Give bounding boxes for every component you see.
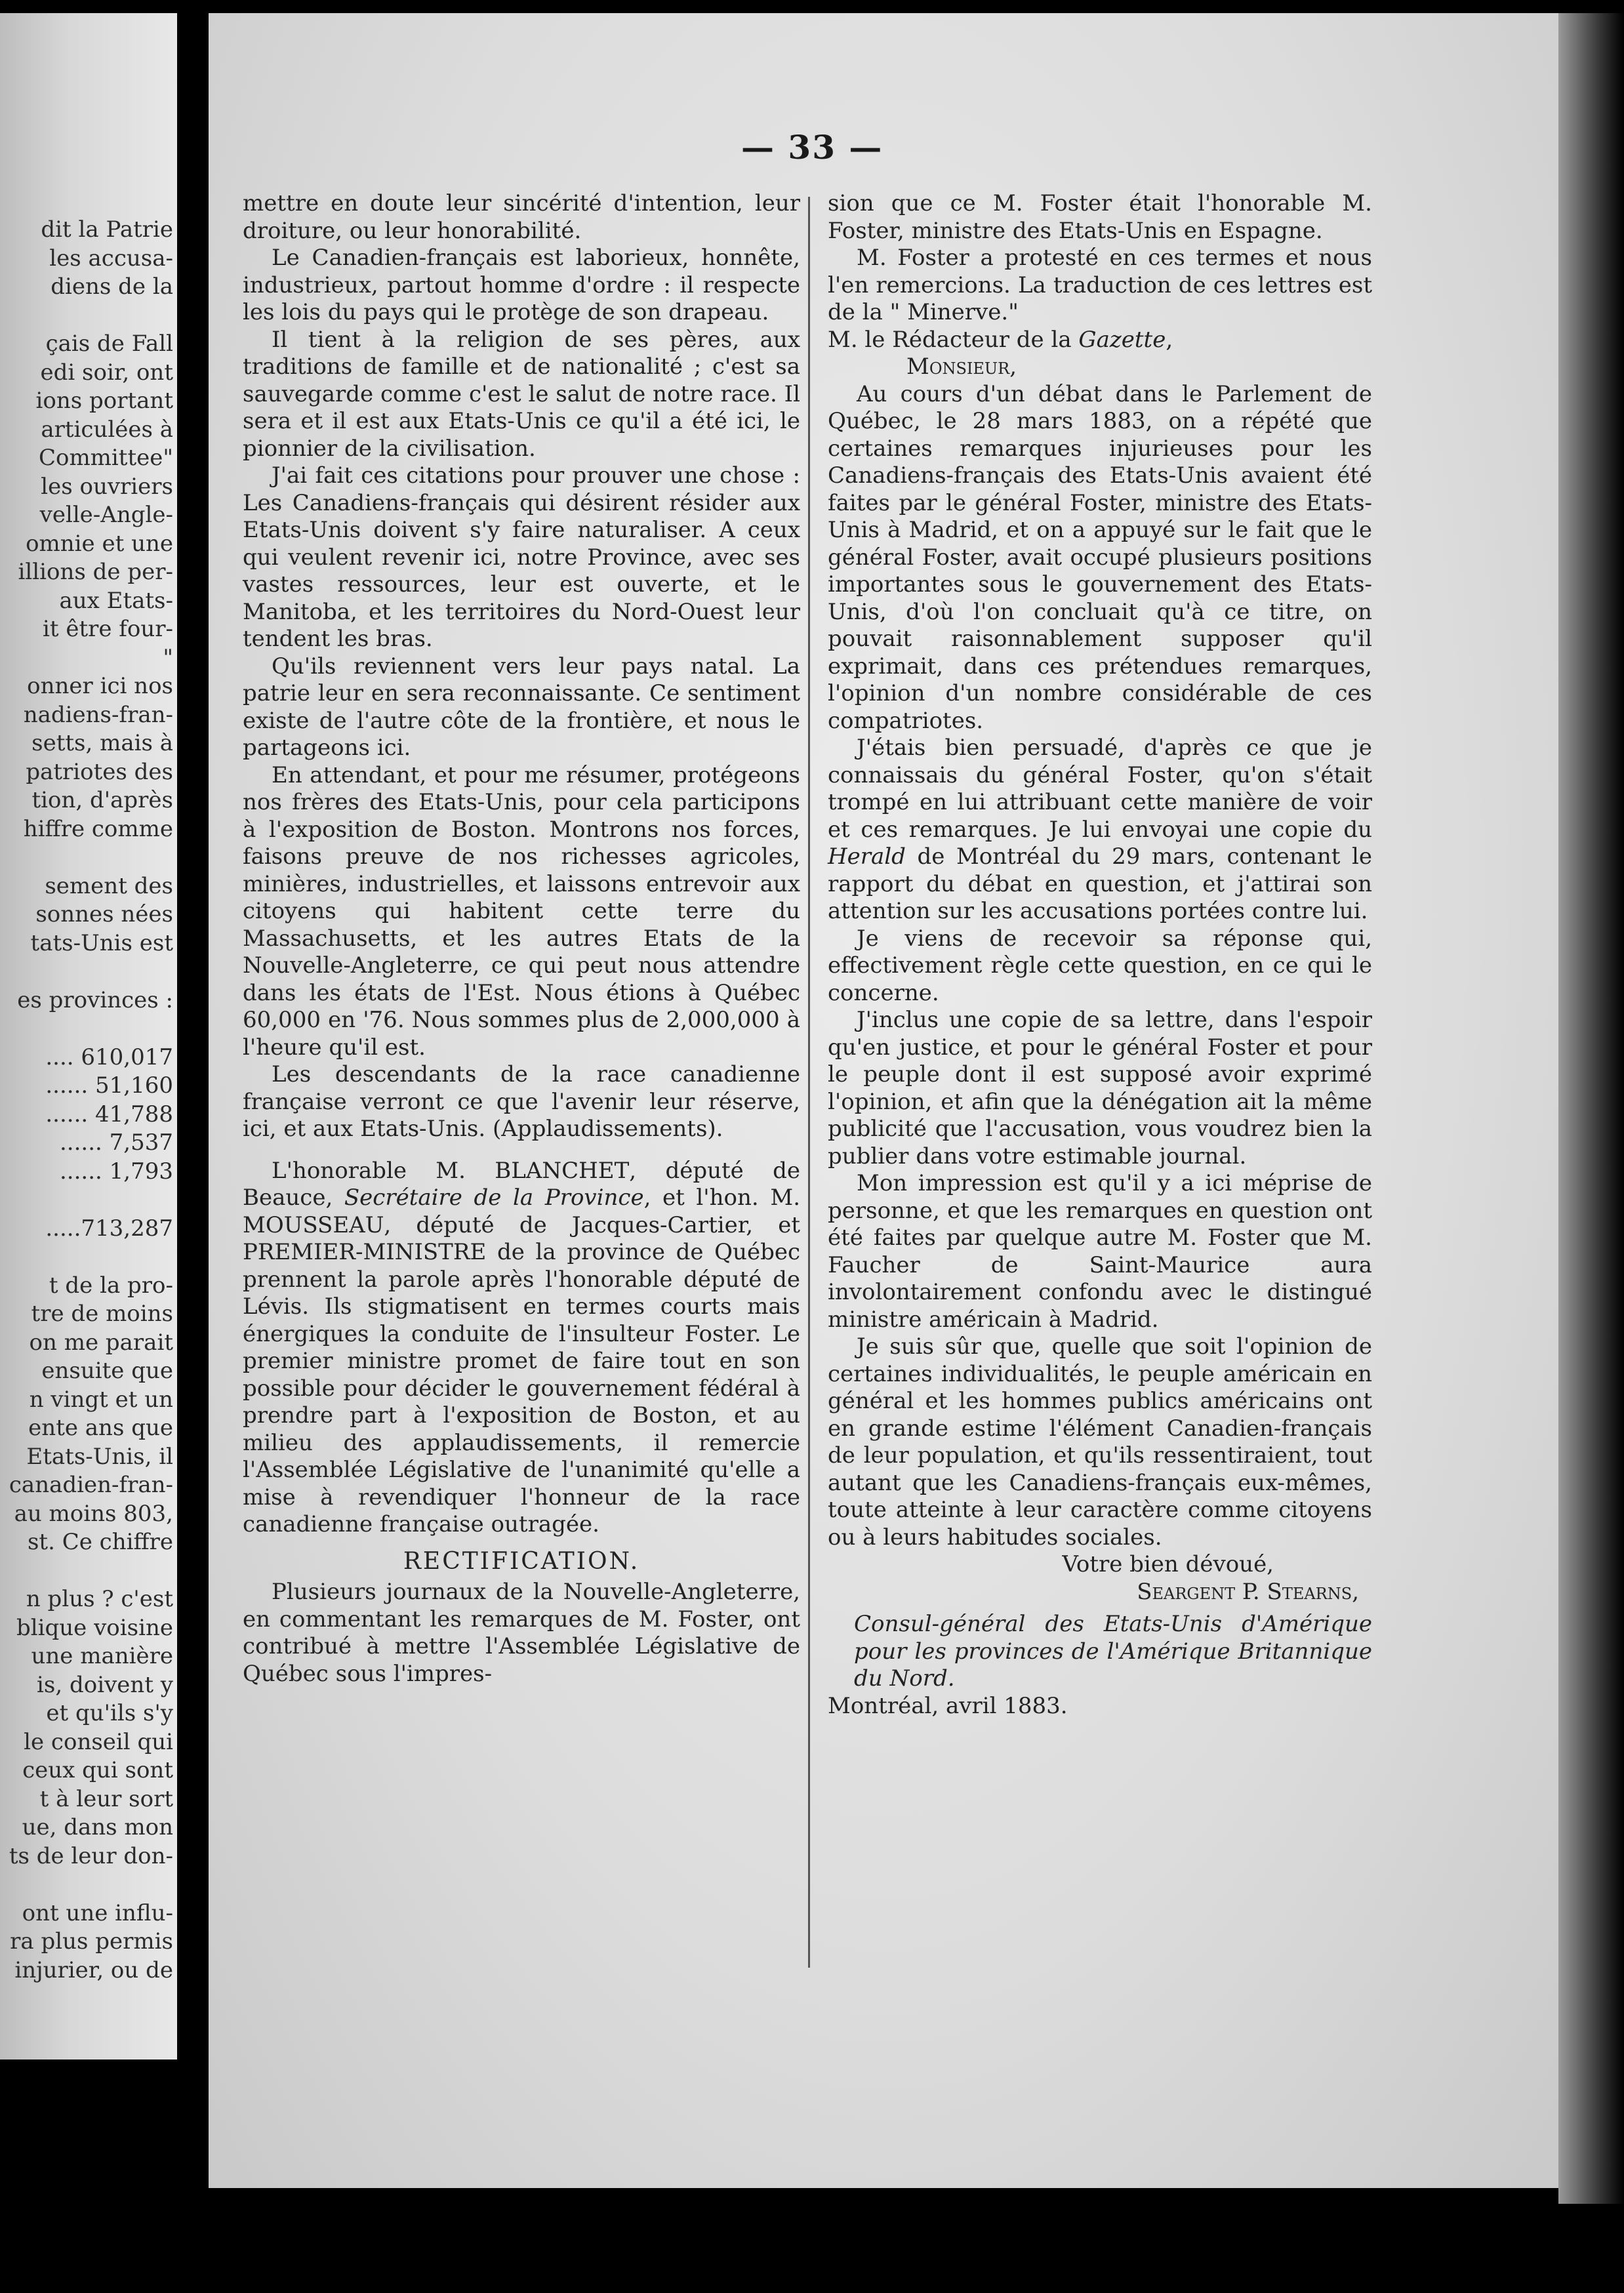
- paragraph: M. Foster a protesté en ces termes et nous l'en remercions. La traduction de ces lettres est de la " Minerve.": [828, 245, 1372, 325]
- fragment-line: le conseil qui: [24, 1728, 173, 1755]
- dateline: Montréal, avril 1883.: [828, 1692, 1068, 1719]
- person-name: M. MOUSSEAU: [243, 1185, 800, 1238]
- adjacent-page-fragment: [0, 13, 177, 2060]
- paragraph: Plusieurs journaux de la Nouvelle-Angleterre, en commentant les remarques de M. Foster, ont contribué à mettre l'Assemblée Législative de Québec sous l'impres-: [243, 1579, 800, 1687]
- fragment-line: ente ans que: [28, 1415, 173, 1441]
- paragraph: En attendant, et pour me résumer, protégeons nos frères des Etats-Unis, pour cela participons à l'exposition de Boston. Montrons nos forces, faisons preuve de nos richesses agricoles, minières, industrielles, et laissons entrevoir aux citoyens qui habitent cette terre du Massachusetts, et les autres Etats de la Nouvelle-Angleterre, ce qui peut nous attendre dans les états de l'Est. Nous étions à Québec 60,000 en '76. Nous sommes plus de 2,000,000 à l'heure qu'il est.: [243, 761, 800, 1061]
- fragment-line: une manière: [31, 1643, 173, 1669]
- fragment-line: diens de la: [51, 274, 173, 300]
- fragment-line: it être four-: [42, 616, 173, 642]
- fragment-line: onner ici nos: [27, 673, 173, 699]
- fragment-line: blique voisine: [16, 1614, 173, 1641]
- fragment-line: .....713,287: [45, 1215, 173, 1242]
- text-run: de la province de Québec prennent la parole après l'honorable député de Lévis. Ils stigmatisent en termes courts mais énergiques la conduite de l'insulteur Foster. Le premier ministre promet de faire tout en son possible pour décider le gouvernement fédéral à prendre part à l'exposition de Boston, et au milieu des applaudissements, il remercie l'Assemblée Législative de l'unanimité qu'elle a mise à revendiquer l'honneur de la race canadienne française outragée.: [243, 1239, 800, 1537]
- fragment-line: tats-Unis est: [30, 929, 173, 956]
- fragment-line: es provinces :: [17, 986, 173, 1013]
- fragment-line: ra plus permis: [10, 1928, 173, 1955]
- fragment-line: ont une influ-: [22, 1899, 173, 1926]
- fragment-line: canadien-fran-: [9, 1472, 173, 1498]
- paragraph: Je viens de recevoir sa réponse qui, effectivement règle cette question, en ce qui le concerne.: [828, 925, 1372, 1006]
- fragment-line: ensuite que: [41, 1358, 173, 1384]
- paragraph: Il tient à la religion de ses pères, aux traditions de famille et de nationalité ; c'est sa sauvegarde comme c'est le salut de notre race. Il sera et il est aux Etats-Unis ce qu'il a été ici, le pionnier de la civilisation.: [243, 326, 800, 462]
- paragraph: sion que ce M. Foster était l'honorable M. Foster, ministre des Etats-Unis en Espagne.: [828, 190, 1372, 244]
- person-name: M. BLANCHET: [436, 1157, 630, 1184]
- text-run: , et l'hon.: [643, 1185, 771, 1211]
- fragment-line: dit la Patrie: [41, 216, 173, 243]
- column-left: [243, 190, 800, 1688]
- fragment-line: ions portant: [35, 388, 173, 414]
- fragment-line: çais de Fall: [45, 331, 173, 357]
- fragment-line: is, doivent y: [37, 1671, 173, 1698]
- paragraph: Je suis sûr que, quelle que soit l'opinion de certaines individualités, le peuple américain en général et les hommes publics américains ont en grande estime l'élément Canadien-français de leur population, et qu'ils ressentiraient, tout autant que les Canadiens-français eux-mêmes, toute atteinte à leur caractère comme citoyens ou à leurs habitudes sociales.: [828, 1333, 1372, 1551]
- fragment-line: ...... 41,788: [45, 1101, 173, 1127]
- text-run: , député de Jacques-Cartier, et: [384, 1211, 800, 1238]
- office-title: PREMIER-MINISTRE: [243, 1239, 487, 1265]
- fragment-line: ...... 51,160: [45, 1072, 173, 1099]
- text-run: , député de Beauce,: [243, 1157, 801, 1211]
- page-gutter: [177, 0, 209, 2293]
- signatory-title: Consul-général des Etats-Unis d'Amérique pour les provinces de l'Amérique Britannique du Nord.: [854, 1611, 1372, 1692]
- text-run: J'étais bien persuadé, d'après ce que je connaissais du général Foster, qu'on s'était trompé en lui attribuant cette manière de voir et ces remarques. Je lui envoyai une copie du: [828, 735, 1372, 843]
- fragment-line: tion, d'après: [31, 787, 173, 813]
- salutation: Monsieur,: [906, 354, 1017, 380]
- fragment-line: articulées à: [41, 416, 173, 443]
- paragraph: [828, 735, 1372, 925]
- fragment-line: et qu'ils s'y: [46, 1700, 173, 1726]
- fragment-line: n plus ? c'est: [26, 1586, 173, 1612]
- column-rule: [808, 197, 810, 1968]
- page-edge-shadow: [1558, 13, 1624, 2204]
- paragraph: mettre en doute leur sincérité d'intention, leur droiture, ou leur honorabilité.: [243, 190, 800, 244]
- closing: Votre bien dévoué,: [1062, 1551, 1274, 1577]
- fragment-line: ue, dans mon: [22, 1814, 173, 1840]
- fragment-line: ceux qui sont: [22, 1757, 173, 1783]
- fragment-line: omnie et une: [26, 530, 173, 557]
- fragment-line: Etats-Unis, il: [26, 1443, 173, 1470]
- fragment-line: t de la pro-: [49, 1272, 173, 1299]
- fragment-line: nadiens-fran-: [23, 701, 173, 728]
- fragment-line: patriotes des: [26, 758, 173, 785]
- fragment-line: edi soir, ont: [40, 359, 173, 386]
- section-heading: RECTIFICATION.: [403, 1547, 640, 1575]
- paragraph: [243, 1158, 800, 1539]
- fragment-line: tre de moins: [31, 1301, 173, 1327]
- paragraph: Les descendants de la race canadienne française verront ce que l'avenir leur réserve, ici, et aux Etats-Unis. (Applaudissements).: [243, 1061, 800, 1142]
- fragment-line: on me parait: [29, 1329, 173, 1356]
- text-run: L'honorable: [272, 1157, 436, 1184]
- paragraph: Au cours d'un débat dans le Parlement de Québec, le 28 mars 1883, on a répété que certaines remarques injurieuses pour les Canadiens-français des Etats-Unis avaient été faites par le général Foster, ministre des Etats-Unis à Madrid, et on a appuyé sur le fait que le général Foster, avait occupé plusieurs positions importantes sous le gouvernement des Etats-Unis, d'où l'on concluait qu'à ce titre, on pouvait raisonnablement supposer qu'il exprimait, dans ces prétendues remarques, l'opinion d'un nombre considérable de ces compatriotes.: [828, 380, 1372, 734]
- text-run: de Montréal du 29 mars, contenant le rapport du débat en question, et j'attirai son attention sur les accusations portées contre lui.: [828, 843, 1372, 924]
- text-run: M. le Rédacteur de la: [828, 326, 1079, 353]
- signature: Seargent P. Stearns,: [1137, 1578, 1359, 1605]
- fragment-line: injurier, ou de: [14, 1957, 173, 1983]
- newspaper-name: Herald: [828, 843, 906, 870]
- fragment-line: les accusa-: [49, 245, 173, 272]
- fragment-line: t à leur sort: [39, 1785, 173, 1812]
- fragment-line: aux Etats-: [59, 587, 173, 614]
- paragraph: [828, 327, 1372, 354]
- paragraph: Qu'ils reviennent vers leur pays natal. La patrie leur en sera reconnaissante. Ce sentiment existe de l'autre côte de la frontière, et nous le partageons ici.: [243, 653, 800, 761]
- fragment-line: ...... 1,793: [60, 1158, 173, 1185]
- fragment-line: st. Ce chiffre: [27, 1529, 173, 1555]
- fragment-line: hiffre comme: [23, 815, 173, 842]
- fragment-line: sonnes nées: [35, 901, 173, 927]
- paragraph: J'inclus une copie de sa lettre, dans l'espoir qu'en justice, et pour le général Foster et pour le peuple dont il est supposé avoir exprimé l'opinion, et afin que la dénégation ait la même publicité que l'accusation, vous voudrez bien la publier dans votre estimable journal.: [828, 1007, 1372, 1169]
- fragment-line: ts de leur don-: [9, 1842, 173, 1869]
- office-title: Secrétaire de la Province: [344, 1185, 644, 1211]
- fragment-line: les ouvriers: [41, 473, 173, 500]
- paragraph: J'ai fait ces citations pour prouver une chose : Les Canadiens-français qui désirent résider aux Etats-Unis doivent s'y faire naturaliser. A ceux qui veulent revenir ici, notre Province, avec ses vastes ressources, leur est ouverte, et le Manitoba, et les territoires du Nord-Ouest leur tendent les bras.: [243, 462, 800, 652]
- paragraph: Mon impression est qu'il y a ici méprise de personne, et que les remarques en question ont été faites par quelque autre M. Foster que M. Faucher de Saint-Maurice aura involontairement confondu avec le distingué ministre américain à Madrid.: [828, 1170, 1372, 1333]
- fragment-line: ": [163, 644, 173, 671]
- fragment-line: ...... 7,537: [60, 1129, 173, 1156]
- fragment-line: illions de per-: [18, 559, 173, 585]
- text-run: ,: [1166, 326, 1173, 353]
- fragment-line: .... 610,017: [45, 1044, 173, 1070]
- fragment-line: velle-Angle-: [39, 502, 173, 528]
- fragment-line: Committee": [38, 445, 173, 471]
- fragment-line: sement des: [45, 872, 173, 899]
- paragraph: Le Canadien-français est laborieux, honnête, industrieux, partout homme d'ordre : il respecte les lois du pays qui le protège de son drapeau.: [243, 245, 800, 325]
- newspaper-name: Gazette: [1078, 326, 1166, 353]
- page-number: — 33 —: [741, 128, 883, 167]
- column-right: [828, 190, 1372, 1720]
- fragment-line: au moins 803,: [14, 1500, 173, 1527]
- fragment-line: n vingt et un: [29, 1386, 173, 1413]
- fragment-line: setts, mais à: [31, 730, 173, 756]
